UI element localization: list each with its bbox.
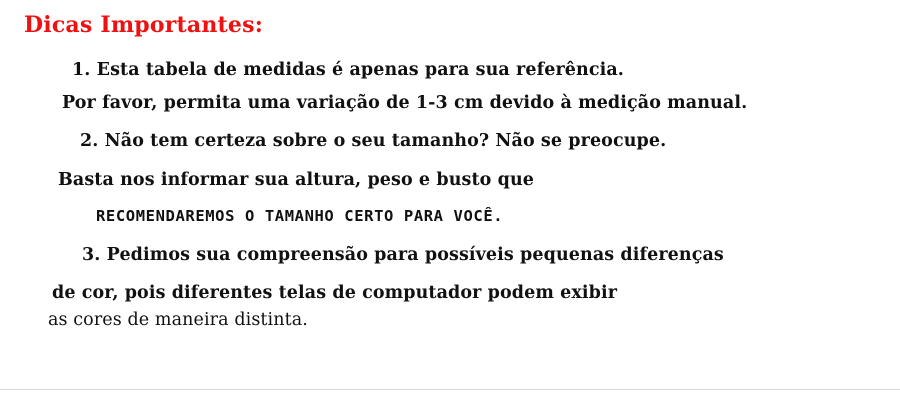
tip-line-8: as cores de maneira distinta. (48, 310, 308, 330)
tip-line-7: de cor, pois diferentes telas de computador podem exibir (52, 283, 618, 303)
tip-line-2: Por favor, permita uma variação de 1-3 cm devido à medição manual. (62, 93, 748, 113)
tip-line-4: Basta nos informar sua altura, peso e busto que (58, 170, 535, 190)
bottom-divider (0, 389, 900, 390)
tip-line-5-recommendation: RECOMENDAREMOS O TAMANHO CERTO PARA VOCÊ. (96, 207, 504, 225)
tip-line-3: 2. Não tem certeza sobre o seu tamanho? Não se preocupe. (80, 131, 667, 151)
tip-line-6: 3. Pedimos sua compreensão para possíveis pequenas diferenças (82, 245, 724, 265)
page-title: Dicas Importantes: (24, 12, 264, 38)
tip-line-1: 1. Esta tabela de medidas é apenas para sua referência. (72, 60, 624, 80)
